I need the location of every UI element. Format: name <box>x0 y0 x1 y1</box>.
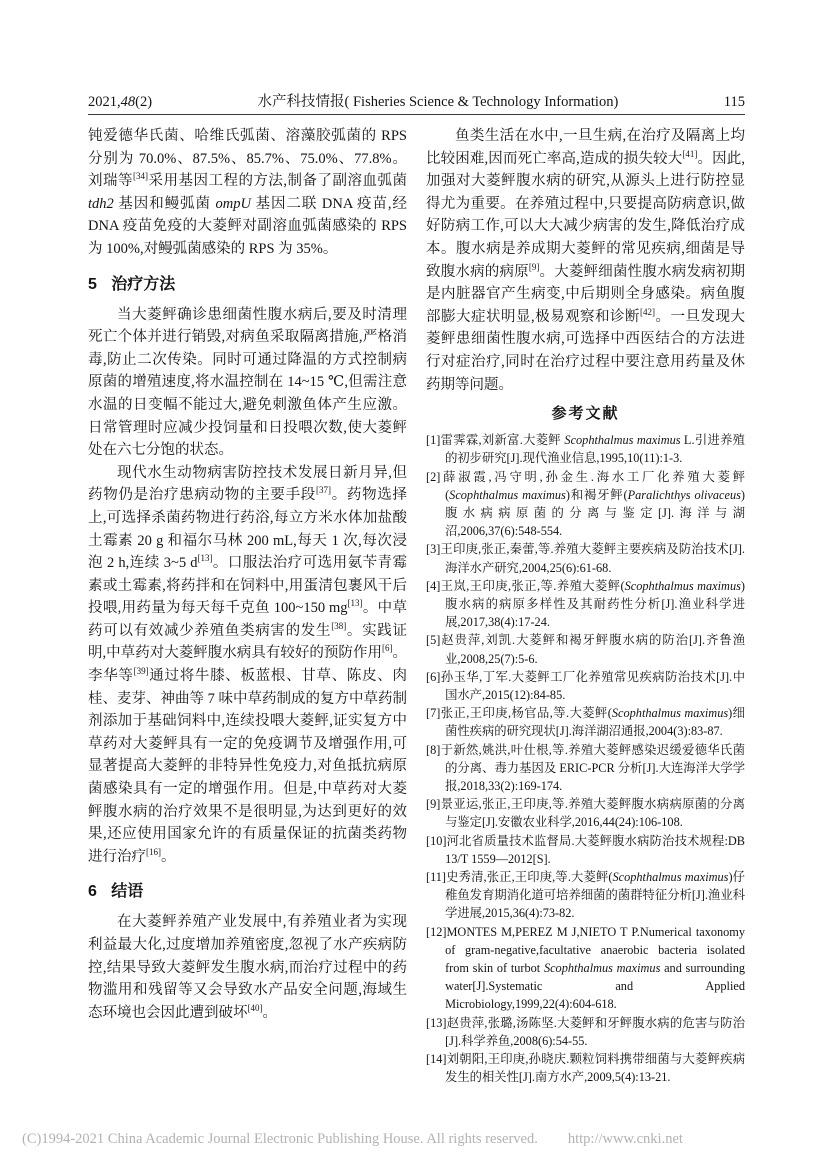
reference-item <box>426 668 745 704</box>
reference-text: 赵贵萍,张璐,汤陈坚.大菱鲆和牙鲆腹水病的危害与防治[J].科学养鱼,2008(6):54-55. <box>445 1015 745 1048</box>
reference-text: 赵贵萍,刘凯.大菱鲆和褐牙鲆腹水病的防治[J].齐鲁渔业,2008,25(7):5-6. <box>440 633 745 666</box>
reference-label: [12] <box>426 924 447 939</box>
section-title: 结语 <box>111 883 144 901</box>
issue-info: 2021,48(2) <box>88 94 153 110</box>
footer-url: http://www.cnki.net <box>567 1131 683 1147</box>
reference-text: 史秀清,张正,王印庚,等.大菱鲆(Scophthalmus maximus)仔稚鱼发育期消化道可培养细菌的菌群特征分析[J].渔业科学进展,2015,36(4):73-82. <box>445 870 745 921</box>
reference-label: [14] <box>426 1052 447 1067</box>
reference-label: [4] <box>426 578 441 593</box>
volume-number: 48 <box>120 94 136 110</box>
reference-label: [13] <box>426 1015 447 1030</box>
journal-title: 水产科技情报( Fisheries Science & Technology Information) <box>257 94 619 110</box>
page-number: 115 <box>723 94 745 110</box>
paragraph: 当大菱鲆确诊患细菌性腹水病后,要及时清理死亡个体并进行销毁,对病鱼采取隔离措施,严格消毒,防止二次传染。同时可通过降温的方式控制病原菌的增殖速度,将水温控制在 14~15 ℃,但需注意水温的日变幅不能过大,避免刺激鱼体产生应激。日常管理时应减少投饲量和日投喂次数,使大菱鲆处在六七分饱的状态。 <box>88 306 407 459</box>
reference-text: 刘朝阳,王印庚,孙晓庆.颗粒饲料携带细菌与大菱鲆疾病发生的相关性[J].南方水产,2009,5(4):13-21. <box>445 1052 745 1085</box>
reference-label: [8] <box>426 742 441 757</box>
left-column <box>88 125 407 1086</box>
reference-item <box>426 868 745 923</box>
reference-item <box>426 795 745 831</box>
paragraph-continuation: 钝爱德华氏菌、哈维氏弧菌、溶藻胶弧菌的 RPS 分别为 70.0%、87.5%、85.7%、75.0%、77.8%。刘瑞等[34]采用基因工程的方法,制备了副溶血弧菌 tdh2 基因和鳗弧菌 ompU 基因二联 DNA 疫苗,经 DNA 疫苗免疫的大菱鲆对副溶血弧菌感染的 RPS 为 100%,对鳗弧菌感染的 RPS 为 35%。 <box>88 128 408 257</box>
reference-text: 王岚,王印庚,张正,等.养殖大菱鲆(Scophthalmus maximus)腹水病的病原多样性及其耐药性分析[J].渔业科学进展,2017,38(4):17-24. <box>440 578 745 630</box>
references-title: 参考文献 <box>551 405 620 423</box>
section-title: 治疗方法 <box>111 275 176 293</box>
reference-text: 薛淑霞,冯守明,孙金生.海水工厂化养殖大菱鲆(Scophthalmus maximus)和褐牙鲆(Paralichthys olivaceus)腹水病病原菌的分离与鉴定[J].海洋与湖沼,2006,37(6):548-554. <box>440 469 745 539</box>
article-body <box>88 125 745 1086</box>
reference-item <box>426 1014 745 1050</box>
reference-item <box>426 741 745 796</box>
reference-text: 于新然,姚洪,叶仕根,等.养殖大菱鲆感染迟缓爱德华氏菌的分离、毒力基因及 ERIC-PCR 分析[J].大连海洋大学学报,2018,33(2):169-174. <box>440 742 745 793</box>
reference-label: [3] <box>426 542 441 557</box>
reference-item <box>426 1050 745 1086</box>
header-rule <box>88 114 745 115</box>
reference-label: [7] <box>426 706 441 721</box>
reference-text: 王印庚,张正,秦蕾,等.养殖大菱鲆主要疾病及防治技术[J].海洋水产研究,2004,25(6):61-68. <box>440 542 745 575</box>
reference-text: 河北省质量技术监督局.大菱鲆腹水病防治技术规程:DB 13/T 1559—2012[S]. <box>445 833 745 866</box>
reference-text: 孙玉华,丁军.大菱鲆工厂化养殖常见疾病防治技术[J].中国水产,2015(12):84-85. <box>440 669 745 702</box>
reference-text: MONTES M,PEREZ M J,NIETO T P.Numerical taxonomy of gram-negative,facultative anaerobic bacteria isolated from skin of turbot Scophthalmus maximus and surrounding water[J].Systematic and Applied Microbiology,1999,22(4):604-618. <box>445 924 745 1012</box>
reference-item <box>426 923 745 1014</box>
reference-label: [11] <box>426 870 447 884</box>
reference-label: [10] <box>426 833 447 848</box>
reference-text: 张正,王印庚,杨官品,等.大菱鲆(Scophthalmus maximus)细菌性疾病的研究现状[J].海洋湖沼通报,2004(3):83-87. <box>440 706 745 739</box>
reference-label: [2] <box>426 469 441 484</box>
page-footer <box>22 1131 812 1148</box>
section-number: 5 <box>88 275 97 293</box>
paragraph: 鱼类生活在水中,一旦生病,在治疗及隔离上均比较困难,因而死亡率高,造成的损失较大[41]。因此,加强对大菱鲆腹水病的研究,从源头上进行防控显得尤为重要。在养殖过程中,只要提高防病意识,做好防病工作,可以大大减少病害的发生,降低治疗成本。腹水病是养成期大菱鲆的常见疾病,细菌是导致腹水病的病原[9]。大菱鲆细菌性腹水病发病初期是内脏器官产生病变,中后期则全身感染。病鱼腹部膨大症状明显,极易观察和诊断[42]。一旦发现大菱鲆患细菌性腹水病,可选择中西医结合的方法进行对症治疗,同时在治疗过程中要注意用药量及休药期等问题。 <box>426 128 746 393</box>
reference-label: [9] <box>426 797 441 812</box>
reference-item <box>426 431 745 467</box>
reference-item <box>426 468 745 541</box>
reference-label: [5] <box>426 633 441 648</box>
right-column <box>426 125 745 1086</box>
page-header <box>88 90 745 111</box>
reference-label: [6] <box>426 669 441 684</box>
reference-item <box>426 540 745 576</box>
footer-copyright: (C)1994-2021 China Academic Journal Electronic Publishing House. All rights reserved. <box>22 1131 538 1147</box>
reference-label: [1] <box>426 433 441 448</box>
references-list <box>426 431 745 1086</box>
section-heading-6 <box>88 881 407 902</box>
reference-text: 雷霁霖,刘新富.大菱鲆 Scophthalmus maximus L.引进养殖的初步研究[J].现代渔业信息,1995,10(11):1-3. <box>440 433 745 466</box>
section-heading-5 <box>88 274 407 295</box>
reference-item <box>426 832 745 868</box>
paragraph: 在大菱鲆养殖产业发展中,有养殖业者为实现利益最大化,过度增加养殖密度,忽视了水产疾病防控,结果导致大菱鲆发生腹水病,而治疗过程中的药物滥用和残留等又会导致水产品安全问题,海域生态环境也会因此遭到破坏[40]。 <box>88 914 407 1021</box>
reference-item <box>426 704 745 740</box>
section-number: 6 <box>88 883 97 901</box>
reference-item <box>426 631 745 667</box>
paragraph: 现代水生动物病害防控技术发展日新月异,但药物仍是治疗患病动物的主要手段[37]。药物选择上,可选择杀菌药物进行药浴,每立方米水体加盐酸土霉素 20 g 和福尔马林 200 mL,每天 1 次,每次浸泡 2 h,连续 3~5 d[13]。口服法治疗可选用氨苄青霉素或土霉素,将药拌和在饲料中,用蛋清包裹风干后投喂,用药量为每天每千克鱼 100~150 mg[13]。中草药可以有效减少养殖鱼类病害的发生[38]。实践证明,中草药对大菱鲆腹水病具有较好的预防作用[6]。李华等[39]通过将牛膝、板蓝根、甘草、陈皮、肉桂、麦芽、神曲等 7 味中草药制成的复方中草药制剂添加于基础饲料中,连续投喂大菱鲆,证实复方中草药对大菱鲆具有一定的免疫调节及增强作用,可显著提高大菱鲆的非特异性免疫力,对鱼抵抗病原菌感染具有一定的增强作用。但是,中草药对大菱鲆腹水病的治疗效果不是很明显,为达到更好的效果,还应使用国家允许的有质量保证的抗菌类药物进行治疗[16]。 <box>88 464 408 865</box>
reference-text: 景亚运,张正,王印庚,等.养殖大菱鲆腹水病病原菌的分离与鉴定[J].安徽农业科学,2016,44(24):106-108. <box>440 797 745 830</box>
reference-item <box>426 577 745 632</box>
